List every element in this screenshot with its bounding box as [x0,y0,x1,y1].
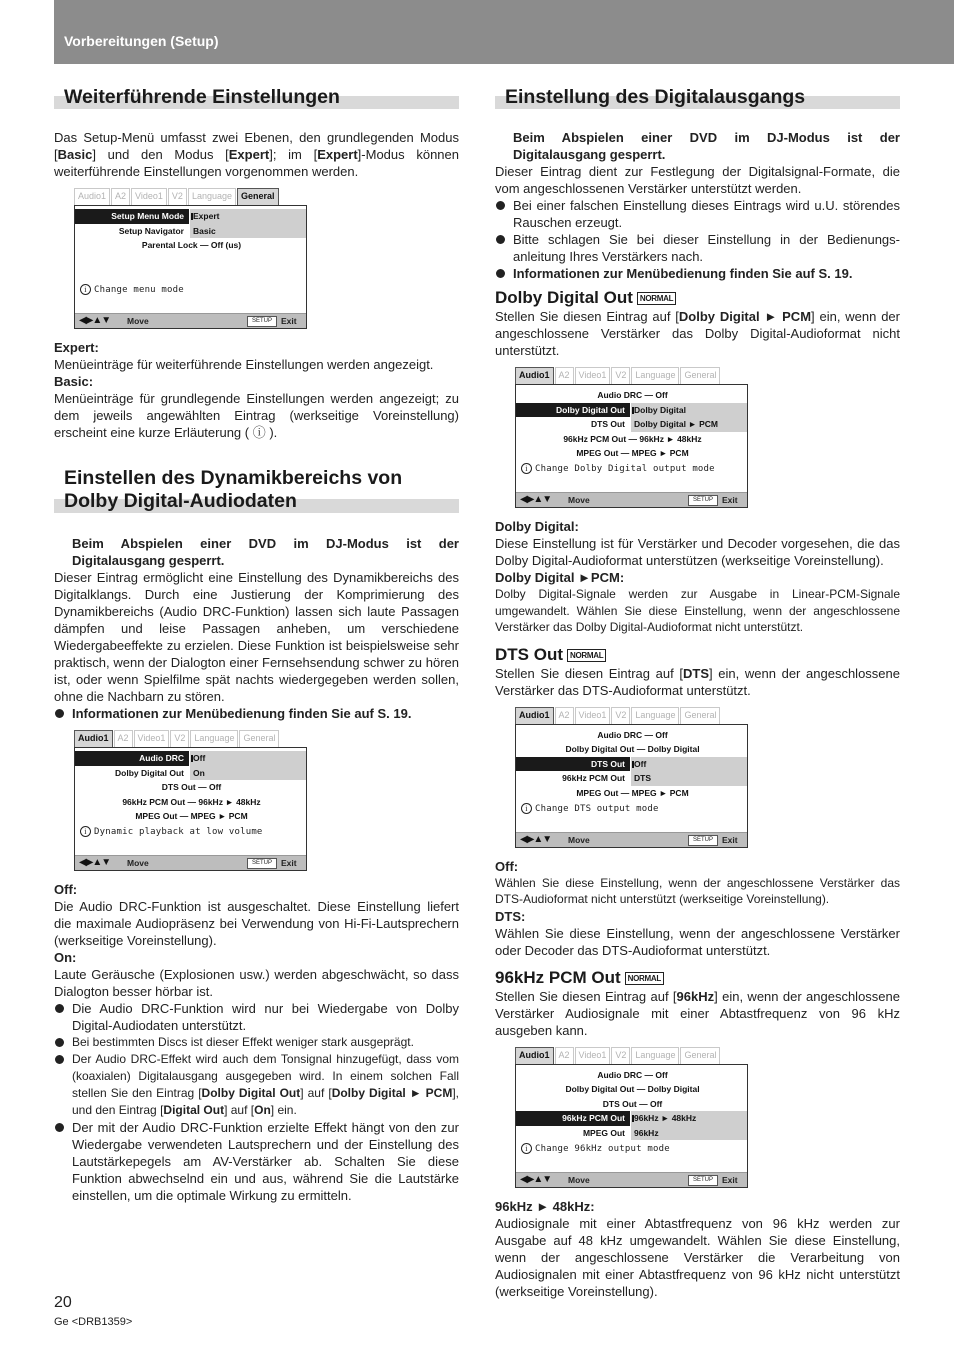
osd-tab: V2 [611,707,630,724]
osd-menu-row [516,1068,747,1083]
osd-setup-menu-mode [74,188,307,329]
osd-exit-label: Exit [281,316,297,326]
desc-96khz-48khz: Audiosignale mit einer Abtastfrequenz von 96 kHz werden zur Ausgabe auf 48 kHz umgewandelt. Wählen Sie diese Einstellung, wenn der angeschlossene Verstärker die Verarbeitung von Audiosignalen mit einer Abtastfrequenz von 96 kHz nicht unterstützt (werkseitige Voreinstellung). [495,1215,900,1299]
osd-tab: A2 [555,367,574,384]
osd-audio-drc [74,730,307,871]
osd-row-label: Dolby Digital Out [115,767,184,778]
osd-footer [516,492,747,507]
arrow-keys-icon: ◀▶▲▼ [79,315,111,326]
osd-tabs [74,188,307,205]
osd-footer [75,855,306,870]
osd-frame [515,1064,748,1188]
digital-intro: Dieser Eintrag dient zur Festlegung der Digitalsignal-Formate, die vom angeschlossenen Verstärker unterstützt werden. [495,164,900,196]
osd-frame [74,205,307,329]
setup-button-icon: SETUP [688,835,718,846]
term-dts-off: Off: [495,858,519,874]
osd-row-label: Parental Lock — Off (us) [141,240,242,250]
term-96khz-48khz: 96kHz ► 48kHz: [495,1198,595,1214]
setup-button-icon: SETUP [688,495,718,506]
osd-tab: Language [631,707,679,724]
osd-tab: Language [631,1047,679,1064]
osd-tabs [515,707,748,724]
osd-row-label: DTS Out — Off [602,1098,663,1109]
osd-footer [516,1172,747,1187]
document-code: Ge <DRB1359> [54,1316,133,1328]
osd-tab: General [680,367,720,384]
osd-menu-row [516,757,747,772]
desc-expert: Menüeinträge für weiterführende Einstellungen werden angezeigt. [54,357,434,372]
osd-menu-row [516,728,747,743]
osd-row-label: MPEG Out [582,1127,625,1138]
osd-row-label: Audio DRC — Off [597,390,668,400]
osd-tab: A2 [555,707,574,724]
osd-tab: Language [188,188,236,205]
osd-menu-row [516,403,747,418]
osd-row-label: 96kHz PCM Out [562,1113,625,1123]
arrow-keys-icon: ◀▶▲▼ [79,857,111,868]
osd-menu-row [516,1082,747,1097]
desc-dts-off: Wählen Sie diese Einstellung, wenn der angeschlossene Verstärker das DTS-Audioformat nicht unterstützt (werkseitige Voreinstellung). [495,875,900,906]
osd-row-label: MPEG Out — MPEG ► PCM [135,811,248,821]
osd-tab: Audio1 [515,367,554,384]
osd-info-text: Change DTS output mode [535,803,659,814]
osd-tab: Audio1 [74,188,110,205]
setup-button-icon: SETUP [688,1175,718,1186]
desc-off: Die Audio DRC-Funktion ist ausgeschaltet. Diese Einstellung liefert die maximale Audiopräsenz bei Verwendung von Hi-Fi-Lautsprechern (werkseitige Voreinstellung). [54,899,459,948]
osd-row-label: Audio DRC [139,753,184,763]
info-icon: i [80,826,91,837]
intro-paragraph: Das Setup-Menü umfasst zwei Ebenen, den grundlegenden Modus [Basic] und den Modus [Expert]; im [Expert]-Modus können weiterführende Einstellungen vorgenommen werden. [54,130,459,179]
osd-menu-row [75,809,306,824]
osd-tab: A2 [114,730,133,747]
desc-basic: Menüeinträge für grundlegende Einstellungen werden angezeigt; zu dem jeweils angewählten Eintrag (werkseitige Voreinstellung) erscheint eine kurze Erläuterung ( ⓘ ). [54,391,459,440]
osd-menu-row [516,417,747,432]
subheading-dolby-digital-out: Dolby Digital Out NORMAL [495,287,900,308]
heading-dynamic-range [54,467,459,513]
heading-digital-output [495,86,900,109]
info-icon: i [521,803,532,814]
osd-menu-row [75,766,306,781]
digital-note: Bei einer falschen Einstellung dieses Eintrags wird u.U. störendes Rauschen erzeugt. [495,197,900,231]
osd-move-label: Move [127,316,149,326]
desc-dolby-digital: Diese Einstellung ist für Verstärker und Decoder vorgesehen, die das Dolby Digital-Audioformat unterstützen (werkseitige Voreinstellung). [495,536,900,568]
heading-text: Einstellung des Digitalausgangs [505,86,806,108]
heading-advanced-settings [54,86,459,109]
osd-info-line [521,803,659,814]
osd-info-line [80,826,263,837]
pcm-desc: Stellen Sie diesen Eintrag auf [96kHz] ein, wenn der angeschlossene Verstärker Audiosignale mit einer Abtastfrequenz von 96 kHz ausgeben kann. [495,988,900,1038]
arrow-keys-icon: ◀▶▲▼ [520,494,552,505]
osd-row-value: On [193,767,205,778]
term-expert: Expert: [54,340,99,355]
osd-info-text: Dynamic playback at low volume [94,827,263,837]
normal-mode-badge: NORMAL [567,649,606,662]
osd-info-text: Change menu mode [94,285,184,295]
osd-move-label: Move [568,495,590,505]
osd-info-line [521,1143,670,1154]
osd-menu-row [516,1097,747,1112]
term-on: On: [54,950,77,965]
info-icon: i [521,1143,532,1154]
osd-menu-row [516,742,747,757]
osd-tab: Language [631,367,679,384]
osd-row-label: Audio DRC — Off [597,1069,668,1080]
normal-mode-badge: NORMAL [625,972,664,985]
right-column [495,86,900,1300]
osd-menu-row [75,780,306,795]
osd-96khz-pcm-out [515,1047,748,1188]
desc-dolby-digital-pcm: Dolby Digital-Signale werden zur Ausgabe in Linear-PCM-Signale umgewandelt. Wählen Sie diese Einstellung, wenn der angeschlossene Verstärker das Dolby Digital-Audioformat nicht unterstützt. [495,587,900,634]
osd-dts-out [515,707,748,848]
osd-row-label: Setup Menu Mode [111,211,184,221]
page-number: 20 [54,1294,72,1311]
heading-line-2: Dolby Digital-Audiodaten [64,490,297,512]
osd-info-text: Change 96kHz output mode [535,1143,670,1154]
osd-info-line [521,463,715,474]
drc-note: Bei bestimmten Discs ist dieser Effekt weniger stark ausgeprägt. [54,1034,459,1051]
osd-tab: General [680,1047,720,1064]
osd-row-value: DTS [634,773,651,783]
osd-footer [516,832,747,847]
osd-move-label: Move [127,858,149,868]
osd-row-label: MPEG Out — MPEG ► PCM [576,787,689,798]
osd-row-value: 96kHz [634,1127,659,1138]
osd-tab: Video1 [575,707,611,724]
osd-row-value: Off [193,753,206,763]
subheading-dts-out: DTS Out NORMAL [495,644,900,665]
osd-tab: V2 [611,1047,630,1064]
term-basic: Basic: [54,374,94,389]
dj-mode-warning: Beim Abspielen einer DVD im DJ-Modus ist der Digitalausgang gesperrt. [513,130,900,162]
osd-frame [515,724,748,848]
osd-row-label: 96kHz PCM Out — 96kHz ► 48kHz [122,796,261,807]
osd-tab: Video1 [575,367,611,384]
menu-ref-list [54,705,459,722]
osd-move-label: Move [568,1174,590,1185]
osd-tab: Video1 [131,188,167,205]
osd-row-label: Dolby Digital Out [556,404,625,415]
osd-tab: Video1 [575,1047,611,1064]
term-dolby-digital: Dolby Digital: [495,519,579,534]
drc-description: Dieser Eintrag ermöglicht eine Einstellung des Dynamikbereichs des Digitalklangs. Durch eine Justierung der Komprimierung des Dynamikbereichs (Audio DRC-Funktion) lassen sich laute Passagen dämpfen und leise Passagen anheben, um verschiedene Wiedergabeeffekte zu erzielen. Diese Funktion ist beispielsweise sehr praktisch, wenn der Dialogton einer Fernsehsendung schwer zu hören ist, oder wenn Spielfilme spät nachts wiedergegeben werden sollen, ohne die Nachbarn zu stören. [54,570,459,704]
osd-tabs [515,367,748,384]
osd-row-value: Basic [193,225,216,236]
osd-footer [75,313,306,328]
dts-desc: Stellen Sie diesen Eintrag auf [DTS] ein, wenn der angeschlossene Verstärker das DTS-Audioformat unterstützt. [495,665,900,698]
osd-row-label: Setup Navigator [118,225,184,236]
osd-exit-label: Exit [281,858,297,868]
setup-button-icon: SETUP [247,316,277,327]
drc-note: Die Audio DRC-Funktion wird nur bei Wiedergabe von Dolby Digital-Audiodaten unterstützt. [54,1000,459,1034]
left-column [54,86,459,1204]
digital-notes-list [495,197,900,282]
osd-row-value: Off [634,758,647,769]
drc-note: Der mit der Audio DRC-Funktion erzielte Effekt hängt von den zur Wiedergabe verwendeten Lautsprechern und der Einstellung des Lautstärkepegels am AV-Verstärker ab. Schalten Sie diese Funktion abwechselnd ein und aus, während Sie die Lautstärke einstellen, um die optimale Wirkung zu ermitteln. [54,1119,459,1204]
digital-note: Bitte schlagen Sie bei dieser Einstellung in der Bedienungs-anleitung Ihres Verstärkers nach. [495,231,900,265]
osd-row-value: Dolby Digital ► PCM [634,419,718,429]
osd-menu-row [75,209,306,224]
osd-tabs [74,730,307,747]
arrow-keys-icon: ◀▶▲▼ [520,1173,552,1185]
osd-menu-row [516,771,747,786]
osd-tab: Audio1 [515,707,554,724]
osd-tab: V2 [168,188,187,205]
osd-move-label: Move [568,834,590,845]
osd-frame [515,384,748,508]
arrow-keys-icon: ◀▶▲▼ [520,833,552,845]
osd-tab: A2 [111,188,130,205]
normal-mode-badge: NORMAL [637,292,676,305]
osd-menu-row [516,1111,747,1126]
osd-menu-row [516,432,747,447]
osd-row-label: DTS Out [591,419,625,429]
drc-notes-list [54,1000,459,1204]
osd-row-label: Dolby Digital Out — Dolby Digital [565,1084,700,1094]
osd-info-line [80,284,184,295]
dolby-digital-desc: Stellen Sie diesen Eintrag auf [Dolby Digital ► PCM] ein, wenn der angeschlossene Verstärker das Dolby Digital-Audioformat nicht unterstützt. [495,309,900,358]
osd-tab: General [237,188,279,205]
osd-menu-row [516,446,747,461]
section-header-bar [54,0,954,64]
osd-exit-label: Exit [722,1174,738,1185]
info-icon: i [80,284,91,295]
osd-row-label: 96kHz PCM Out — 96kHz ► 48kHz [563,433,702,444]
menu-ref-item: Informationen zur Menübedienung finden Sie auf S. 19. [54,705,459,722]
desc-dts: Wählen Sie diese Einstellung, wenn der angeschlossene Verstärker oder Decoder das DTS-Audioformat unterstützt. [495,925,900,958]
section-title: Vorbereitungen (Setup) [64,33,219,49]
osd-row-value: 96kHz ► 48kHz [634,1113,697,1123]
osd-tab: General [239,730,279,747]
setup-button-icon: SETUP [247,858,277,869]
info-icon: i [521,463,532,474]
osd-tab: Audio1 [515,1047,554,1064]
osd-menu-row [516,1126,747,1141]
osd-tab: General [680,707,720,724]
osd-exit-label: Exit [722,495,738,505]
heading-line-1: Einstellen des Dynamikbereichs von [64,467,403,489]
heading-text: Weiterführende Einstellungen [64,86,340,108]
dj-mode-warning: Beim Abspielen einer DVD im DJ-Modus ist der Digitalausgang gesperrt. [72,536,459,568]
osd-row-label: Audio DRC — Off [597,729,668,740]
osd-menu-row [75,751,306,766]
osd-menu-row [516,388,747,403]
osd-info-text: Change Dolby Digital output mode [535,464,715,474]
osd-row-label: 96kHz PCM Out [562,773,625,783]
osd-row-value: Dolby Digital [634,404,686,415]
digital-note: Informationen zur Menübedienung finden Sie auf S. 19. [495,265,900,282]
osd-menu-row [75,238,306,253]
osd-row-label: MPEG Out — MPEG ► PCM [576,448,689,458]
desc-on: Laute Geräusche (Explosionen usw.) werden abgeschwächt, so dass Dialogton besser hörbar ist. [54,967,459,999]
term-dts: DTS: [495,908,526,924]
drc-note: Der Audio DRC-Effekt wird auch dem Tonsignal hinzugefügt, dass vom (koaxialen) Digitalausgang ausgegeben wird. In einem solchen Fall stellen Sie den Eintrag [Dolby Digital Out] auf [Dolby Digital ► PCM], und den Eintrag [Digital Out] auf [On] ein. [54,1051,459,1119]
osd-row-label: DTS Out — Off [161,782,222,792]
osd-frame [74,747,307,871]
term-off: Off: [54,882,78,897]
osd-tab: V2 [611,367,630,384]
osd-menu-row [75,795,306,810]
osd-row-value: Expert [193,211,220,221]
osd-tab: V2 [170,730,189,747]
osd-row-label: Dolby Digital Out — Dolby Digital [565,744,700,754]
term-dolby-digital-pcm: Dolby Digital ►PCM: [495,570,625,585]
osd-tabs [515,1047,748,1064]
osd-row-label: DTS Out [591,758,625,769]
osd-menu-row [516,786,747,801]
osd-tab: A2 [555,1047,574,1064]
osd-menu-row [75,224,306,239]
osd-exit-label: Exit [722,834,738,845]
osd-tab: Video1 [134,730,170,747]
osd-dolby-digital-out [515,367,748,508]
osd-tab: Language [190,730,238,747]
subheading-96khz-pcm-out: 96kHz PCM Out NORMAL [495,967,900,988]
osd-tab: Audio1 [74,730,113,747]
